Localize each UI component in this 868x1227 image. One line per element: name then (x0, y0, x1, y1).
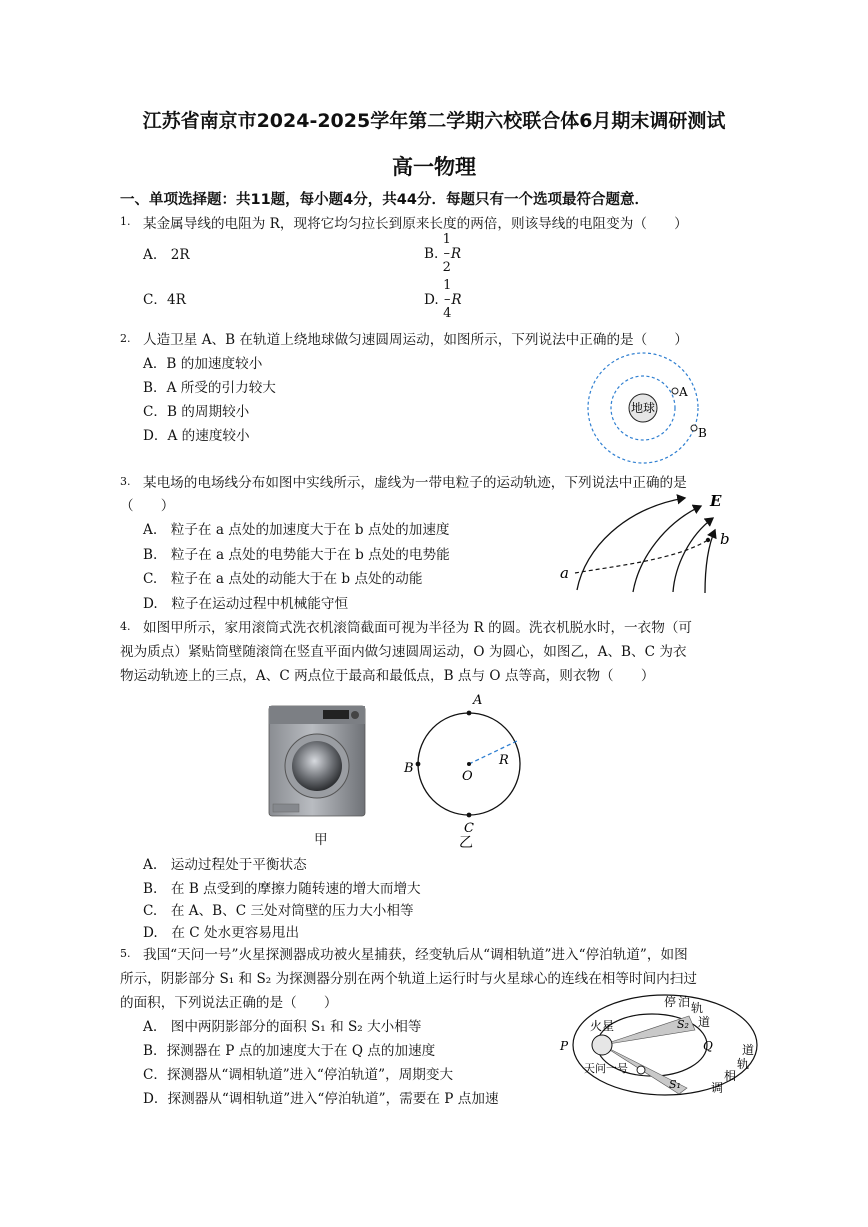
svg-text:道: 道 (742, 1043, 755, 1057)
label-c: C (464, 821, 474, 836)
label-s2: S₂ (677, 1018, 689, 1031)
option-b: B. 在 B 点受到的摩擦力随转速的增大而增大 (143, 881, 421, 897)
fraction-line: – (443, 292, 451, 307)
svg-text:调: 调 (711, 1081, 724, 1095)
fraction (443, 233, 451, 275)
question-stem: 某金属导线的电阻为 R，现将它均匀拉长到原来长度的两倍，则该导线的电阻变为（ ） (143, 216, 688, 232)
label-mars: 火星 (590, 1019, 615, 1033)
question-number: 1. (120, 215, 131, 228)
label-tiaoxiang (711, 1043, 754, 1095)
label-o: O (462, 769, 473, 784)
option-a: A. 运动过程处于平衡状态 (143, 857, 307, 873)
point-o (467, 762, 471, 766)
option-a: A. 粒子在 a 点处的加速度大于在 b 点处的加速度 (143, 522, 450, 538)
question-stem: 我国“天问一号”火星探测器成功被火星捕获，经变轨后从“调相轨道”进入“停泊轨道”，如图 (143, 947, 688, 963)
label-a: a (560, 564, 569, 582)
option-c: C．4R (143, 292, 186, 308)
point-b (706, 538, 710, 542)
figure-label-jia: 甲 (314, 832, 328, 848)
display (323, 710, 349, 719)
page-title: 高一物理 (392, 155, 476, 179)
option-label: D. (424, 292, 439, 308)
label-q: Q (703, 1039, 713, 1053)
option-c: C．探测器从“调相轨道”进入“停泊轨道”，周期变大 (143, 1067, 454, 1083)
field-line (673, 518, 713, 592)
option-a: A. 图中两阴影部分的面积 S₁ 和 S₂ 大小相等 (143, 1019, 422, 1035)
option-a: A. 2R (143, 247, 190, 263)
question-stem: 物运动轨迹上的三点，A、C 两点位于最高和最低点，B 点与 O 点等高，则衣物（ ） (120, 668, 655, 684)
point-b (416, 762, 421, 767)
washing-machine-figure (265, 704, 369, 819)
question-number: 5. (120, 947, 131, 960)
option-a: A．B 的加速度较小 (143, 356, 263, 372)
dial-knob (351, 711, 359, 719)
option-b: B. 粒子在 a 点处的电势能大于在 b 点处的电势能 (143, 547, 450, 563)
question-stem: 某电场的电场线分布如图中实线所示，虚线为一带电粒子的运动轨迹，下列说法中正确的是 (143, 475, 687, 491)
svg-text:相: 相 (724, 1069, 737, 1083)
numerator: 1 (442, 232, 451, 247)
svg-text:轨: 轨 (691, 1001, 704, 1015)
option-d: D. 粒子在运动过程中机械能守恒 (143, 596, 349, 612)
electric-field-figure (555, 488, 745, 598)
satellite-a-label: A (679, 385, 688, 399)
satellite-orbit-figure (580, 348, 740, 468)
control-panel (269, 706, 365, 724)
point-a (467, 711, 472, 716)
exam-title: 江苏省南京市2024-2025学年第二学期六校联合体6月期末调研测试 (142, 110, 726, 132)
mars-orbit-figure (557, 988, 762, 1100)
denominator: 2 (442, 260, 451, 275)
probe (637, 1066, 645, 1074)
section-heading: 一、单项选择题：共11题，每小题4分，共44分．每题只有一个选项最符合题意． (120, 192, 649, 208)
option-b (424, 233, 461, 275)
kick-panel (273, 804, 299, 812)
option-d: D．A 的速度较小 (143, 428, 250, 444)
suffix: R (451, 292, 462, 308)
option-c: C. 在 A、B、C 三处对筒壁的压力大小相等 (143, 903, 414, 919)
field-line (633, 506, 701, 592)
label-r: R (499, 753, 509, 768)
svg-text:停: 停 (664, 995, 677, 1009)
question-number: 2. (120, 332, 131, 345)
option-b: B．探测器在 P 点的加速度大于在 Q 点的加速度 (143, 1043, 436, 1059)
figure-label-yi: 乙 (459, 835, 473, 851)
field-line (577, 498, 685, 590)
option-d: D．探测器从“调相轨道”进入“停泊轨道”，需要在 P 点加速 (143, 1091, 499, 1107)
option-c: C．B 的周期较小 (143, 404, 250, 420)
label-b: B (404, 761, 414, 776)
option-b: B．A 所受的引力较大 (143, 380, 276, 396)
satellite-b-label: B (698, 426, 707, 440)
question-stem: 如图甲所示，家用滚筒式洗衣机滚筒截面可视为半径为 R 的圆。洗衣机脱水时，一衣物（可 (143, 620, 693, 636)
mars (592, 1035, 612, 1055)
question-stem: 的面积，下列说法正确的是（ ） (120, 995, 338, 1011)
satellite-b (691, 425, 697, 431)
question-number: 4. (120, 620, 131, 633)
label-s1: S₁ (669, 1078, 681, 1091)
fraction-line: – (443, 246, 451, 261)
door-glass (292, 741, 342, 791)
svg-text:道: 道 (698, 1015, 711, 1029)
label-p: P (560, 1039, 569, 1053)
option-label: B. (424, 246, 439, 262)
option-d: D. 在 C 处水更容易甩出 (143, 925, 300, 941)
satellite-a (672, 388, 678, 394)
label-tianwen: 天问一号 (584, 1062, 628, 1075)
suffix: R (450, 246, 462, 262)
drum-circle-figure (400, 692, 535, 852)
question-stem: 人造卫星 A、B 在轨道上绕地球做匀速圆周运动，如图所示，下列说法中正确的是（ ） (143, 332, 689, 348)
question-stem: 所示，阴影部分 S₁ 和 S₂ 为探测器分别在两个轨道上运行时与火星球心的连线在相等时间内扫过 (120, 971, 697, 987)
label-e: E (710, 492, 722, 510)
svg-text:泊: 泊 (678, 995, 691, 1009)
denominator: 4 (443, 306, 452, 321)
svg-text:轨: 轨 (737, 1057, 750, 1071)
option-c: C. 粒子在 a 点处的动能大于在 b 点处的动能 (143, 571, 423, 587)
label-a: A (473, 693, 483, 708)
earth-label: 地球 (630, 401, 656, 415)
label-b: b (720, 530, 730, 548)
radius-line (469, 741, 517, 764)
question-stem: （ ） (120, 498, 175, 514)
point-c (467, 813, 472, 818)
question-number: 3. (120, 475, 131, 488)
option-d (424, 279, 462, 321)
question-stem: 视为质点）紧贴筒壁随滚筒在竖直平面内做匀速圆周运动，O 为圆心，如图乙，A、B、C 为衣 (120, 644, 687, 660)
numerator: 1 (443, 278, 452, 293)
